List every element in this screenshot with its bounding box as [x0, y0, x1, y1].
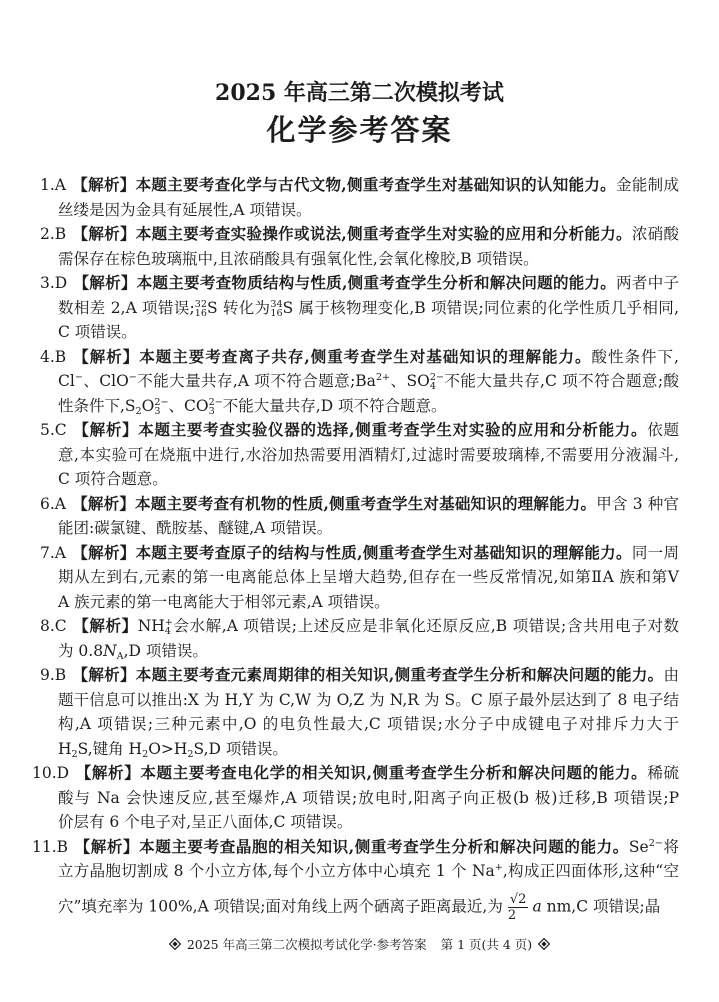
analysis-heading: 【解析】	[72, 616, 138, 635]
text-run: A 族元素的第一电离能大于相邻元素,A 项错误。	[58, 592, 390, 611]
answer-item	[0, 663, 719, 761]
text-run: O	[141, 396, 155, 415]
text-run: nm,C 项错误;晶	[541, 897, 661, 915]
text-run: 为 0.8	[58, 641, 104, 660]
answer-label: 3.D	[40, 274, 68, 292]
text-run: Se	[628, 837, 649, 856]
text-run: S 属于核物理变化,B 项错误;同位素的化学性质几乎相同,	[282, 298, 679, 317]
superscript: 34	[270, 298, 283, 310]
answer-item	[0, 222, 719, 271]
subscript: 3	[154, 405, 161, 417]
subscript: 4	[164, 626, 171, 637]
answer-line	[58, 786, 679, 811]
answer-line	[32, 761, 679, 786]
analysis-heading: 【解析】本题主要考查原子的结构与性质,侧重考查学生对基础知识的理解能力。	[71, 542, 632, 562]
text-run: 依题	[647, 421, 679, 439]
subscript: 4	[429, 381, 436, 392]
italic-symbol: a	[532, 897, 542, 915]
text-run: 稀硫	[647, 764, 679, 782]
superscript: −	[74, 372, 83, 384]
superscript: 2+	[375, 372, 391, 384]
text-run: S,D 项错误。	[193, 739, 288, 758]
answer-line	[58, 369, 679, 394]
text-run: 浓硝酸	[631, 225, 679, 243]
answer-label: 10.D	[32, 764, 70, 782]
text-run: H	[58, 739, 72, 758]
subscript: 3	[208, 405, 215, 417]
text-run: 、ClO	[82, 372, 129, 390]
text-run: 将	[662, 837, 679, 856]
text-run: S,键角 H	[77, 739, 143, 758]
text-run: 穴”填充率为 100%,A 项错误;面对角线上两个硒离子距离最近,为	[58, 897, 503, 915]
answer-item	[0, 541, 719, 615]
answer-label: 2.B	[40, 225, 67, 243]
superscript: 2−	[208, 396, 223, 408]
fraction	[508, 892, 529, 923]
answer-line	[40, 271, 679, 296]
stacked-script	[154, 396, 169, 417]
analysis-heading: 【解析】本题主要考查元素周期律的相关知识,侧重考查学生分析和解决问题的能力。	[72, 665, 664, 684]
fraction-numerator: √2	[509, 891, 527, 907]
exam-title: 2025 年高三第二次模拟考试	[215, 80, 504, 106]
answer-line	[40, 222, 679, 247]
text-run: 、CO	[168, 396, 209, 415]
answer-item	[0, 418, 719, 492]
superscript: 2−	[154, 396, 169, 408]
italic-symbol: N	[103, 641, 117, 660]
text-run: 金能制成	[616, 176, 679, 194]
text-run: 酸性条件下,	[591, 347, 679, 366]
answer-line	[58, 810, 679, 835]
answer-label: 1.A	[40, 176, 66, 194]
subscript: A	[116, 650, 124, 662]
answer-line	[58, 394, 679, 419]
answer-item	[0, 345, 719, 419]
answer-line	[32, 835, 679, 860]
text-run: C 项符合题意。	[58, 470, 168, 488]
text-run: ,D 项错误。	[123, 641, 208, 660]
answer-label: 5.C	[40, 421, 67, 439]
answer-item	[0, 614, 719, 663]
stacked-script	[208, 396, 223, 417]
text-run: 、SO	[390, 372, 430, 390]
text-run: 性条件下,S	[58, 396, 136, 415]
answer-line	[40, 492, 679, 517]
subscript: 2	[187, 748, 194, 760]
text-run: 会水解,A 项错误;上述反应是非氧化还原反应,B 项错误;含共用电子对数	[172, 617, 679, 635]
text-run: 能团:碳氯键、酰胺基、醚键,A 项错误。	[58, 519, 333, 537]
page-footer	[0, 936, 719, 954]
superscript: 32	[194, 298, 207, 310]
answer-line	[58, 443, 679, 468]
text-run: C 项错误。	[58, 323, 137, 341]
answer-line	[40, 418, 679, 443]
text-run: 价层有 6 个电子对,呈正八面体,C 项错误。	[58, 813, 353, 831]
answer-line	[58, 737, 679, 762]
answer-item	[0, 271, 719, 345]
analysis-heading: 【解析】本题主要考查离子共存,侧重考查学生对基础知识的理解能力。	[72, 346, 592, 366]
text-run: 题干信息可以推出:X 为 H,Y 为 C,W 为 O,Z 为 N,R 为 S。C 原子最外层达到了 8 电子结	[58, 690, 679, 709]
answer-line	[58, 884, 679, 927]
answer-line	[58, 296, 679, 321]
diamond-ornament-icon	[169, 938, 181, 950]
answer-item	[0, 761, 719, 835]
superscript: +	[164, 617, 173, 629]
answer-line	[40, 345, 679, 370]
stacked-script	[270, 298, 283, 319]
text-run: 不能大量共存,A 项不符合题意;Ba	[136, 372, 376, 390]
analysis-heading: 【解析】本题主要考查有机物的性质,侧重考查学生对基础知识的理解能力。	[71, 493, 597, 513]
analysis-heading: 【解析】本题主要考查物质结构与性质,侧重考查学生分析和解决问题的能力。	[73, 273, 617, 292]
answer-line	[40, 173, 679, 198]
answer-line	[58, 639, 679, 664]
answer-line	[40, 614, 679, 639]
answer-line	[40, 663, 679, 688]
superscript: 2−	[429, 372, 444, 384]
answer-item	[0, 173, 719, 222]
text-run: 需保存在棕色玻璃瓶中,且浓硝酸具有强氧化性,会氧化橡胶,B 项错误。	[58, 249, 539, 268]
text-run: 数相差 2,A 项错误;	[58, 298, 195, 317]
page-number: 第 1 页(共 4 页)	[440, 937, 533, 952]
text-run: 意,本实验可在烧瓶中进行,水浴加热需要用酒精灯,过滤时需要玻璃棒,不需要用分液漏斗,	[58, 445, 679, 464]
text-run: Cl	[58, 372, 75, 390]
text-run: 酸与 Na 会快速反应,甚至爆炸,A 项错误;放电时,阳离子向正极(b 极)迁移,B 项错误;P	[58, 788, 679, 807]
answer-line	[58, 247, 679, 272]
answer-label: 6.A	[40, 494, 66, 513]
subscript: 2	[135, 405, 142, 417]
text-run: O>H	[148, 739, 188, 758]
subscript: 16	[194, 307, 207, 319]
answer-line	[58, 320, 679, 345]
stacked-script	[194, 298, 207, 319]
footer-text: 2025 年高三第二次模拟考试化学·参考答案	[186, 937, 427, 952]
answer-line	[58, 688, 679, 713]
text-run: NH	[137, 617, 165, 635]
answer-label: 8.C	[40, 617, 67, 635]
text-run: 丝缕是因为金具有延展性,A 项错误。	[58, 200, 312, 219]
superscript: 2−	[648, 837, 663, 849]
answer-item	[0, 492, 719, 541]
fraction-denominator: 2	[507, 907, 517, 923]
text-run: 期从左到右,元素的第一电离能总体上呈增大趋势,但存在一些反常情况,如第ⅡA 族和第Ⅴ	[58, 568, 679, 586]
analysis-heading: 【解析】本题主要考查电化学的相关知识,侧重考查学生分析和解决问题的能力。	[75, 763, 648, 782]
answer-line	[58, 516, 679, 541]
answer-line	[40, 541, 679, 566]
text-run: 同一周	[631, 543, 679, 562]
text-run: 构,A 项错误;三种元素中,O 的电负性最大,C 项错误;水分子中成键电子对排斥力大于	[58, 715, 679, 733]
text-run: 不能大量共存,C 项不符合题意;酸	[443, 372, 680, 390]
superscript: −	[128, 372, 137, 384]
text-run: 两者中子	[616, 274, 679, 292]
text-run: ,构成正四面体形,这种“空	[502, 862, 679, 880]
stacked-script	[165, 619, 173, 636]
answer-label: 9.B	[40, 666, 67, 684]
answer-label: 11.B	[32, 837, 69, 856]
text-run: 不能大量共存,D 项不符合题意。	[222, 396, 447, 415]
answer-line	[58, 859, 679, 884]
analysis-heading: 【解析】本题主要考查实验操作或说法,侧重考查学生对实验的应用和分析能力。	[72, 224, 632, 243]
analysis-heading: 【解析】本题主要考查实验仪器的选择,侧重考查学生对实验的应用和分析能力。	[72, 420, 648, 439]
answer-list	[0, 173, 719, 927]
answer-label: 7.A	[40, 543, 66, 562]
analysis-heading: 【解析】本题主要考查化学与古代文物,侧重考查学生对基础知识的认知能力。	[71, 175, 617, 194]
answer-line	[58, 565, 679, 590]
answer-line	[58, 467, 679, 492]
subscript: 2	[71, 748, 78, 760]
answer-item	[0, 835, 719, 927]
text-run: S 转化为	[206, 298, 271, 317]
answer-line	[58, 712, 679, 737]
superscript: +	[494, 862, 503, 874]
answer-line	[58, 590, 679, 615]
subscript: 16	[270, 307, 283, 319]
diamond-ornament-icon	[538, 938, 550, 950]
analysis-heading: 【解析】本题主要考查晶胞的相关知识,侧重考查学生分析和解决问题的能力。	[74, 836, 629, 856]
answer-label: 4.B	[40, 347, 67, 366]
document-subtitle: 化学参考答案	[266, 113, 453, 147]
subscript: 2	[142, 748, 149, 760]
text-run: 甲含 3 种官	[596, 494, 679, 513]
stacked-script	[430, 374, 444, 391]
text-run: 立方晶胞切割成 8 个小立方体,每个小立方体中心填充 1 个 Na	[58, 862, 495, 880]
text-run: 由	[663, 666, 679, 684]
answer-line	[58, 198, 679, 223]
